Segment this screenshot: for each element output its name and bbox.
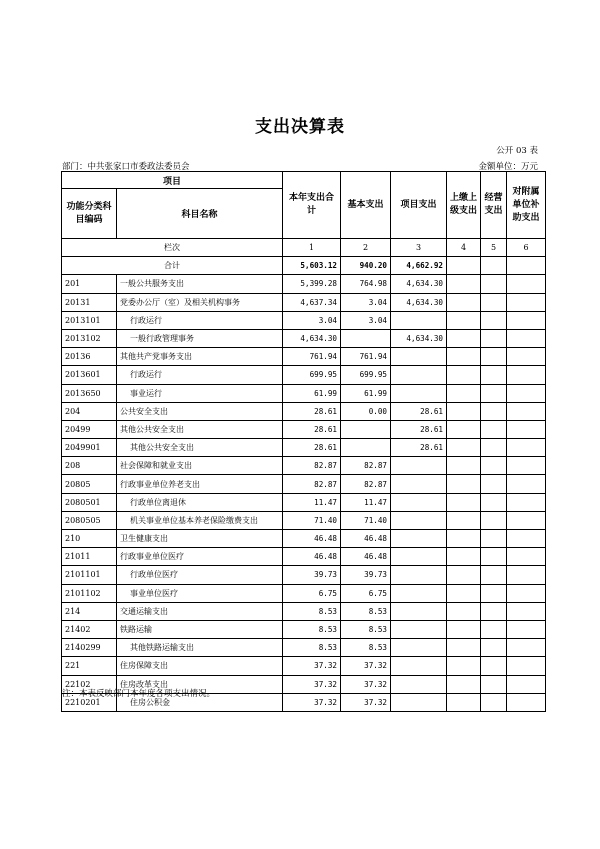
row-upper xyxy=(447,657,481,675)
row-name: 交通运输支出 xyxy=(117,602,283,620)
row-code: 2210201 xyxy=(62,693,117,711)
row-business xyxy=(481,311,507,329)
header-subsidy: 对附属单位补助支出 xyxy=(507,172,546,239)
row-name: 住房保障支出 xyxy=(117,657,283,675)
header-project: 项目 xyxy=(62,172,283,189)
row-project: 28.61 xyxy=(391,420,447,438)
row-code: 208 xyxy=(62,457,117,475)
row-name: 卫生健康支出 xyxy=(117,530,283,548)
table-row xyxy=(62,457,546,475)
row-total: 4,634.30 xyxy=(283,329,341,347)
row-subsidy xyxy=(507,311,546,329)
row-name: 行政单位医疗 xyxy=(117,566,283,584)
table-row xyxy=(62,348,546,366)
row-basic: 37.32 xyxy=(341,693,391,711)
table-row xyxy=(62,566,546,584)
row-basic: 39.73 xyxy=(341,566,391,584)
row-code: 2080501 xyxy=(62,493,117,511)
row-subsidy xyxy=(507,657,546,675)
row-subsidy xyxy=(507,457,546,475)
row-name: 其他公共安全支出 xyxy=(117,420,283,438)
row-total: 37.32 xyxy=(283,675,341,693)
row-basic: 761.94 xyxy=(341,348,391,366)
header-func-code: 功能分类科目编码 xyxy=(62,189,117,239)
row-subsidy xyxy=(507,402,546,420)
row-project xyxy=(391,602,447,620)
colnum-4: 4 xyxy=(447,239,481,257)
row-subsidy xyxy=(507,511,546,529)
row-code: 20805 xyxy=(62,475,117,493)
row-name: 事业运行 xyxy=(117,384,283,402)
row-basic xyxy=(341,439,391,457)
total-row-total: 5,603.12 xyxy=(283,257,341,275)
row-basic: 3.04 xyxy=(341,293,391,311)
total-row-business xyxy=(481,257,507,275)
row-project xyxy=(391,639,447,657)
row-code: 2013101 xyxy=(62,311,117,329)
row-name: 其他铁路运输支出 xyxy=(117,639,283,657)
row-project xyxy=(391,675,447,693)
table-row xyxy=(62,584,546,602)
table-row xyxy=(62,602,546,620)
row-upper xyxy=(447,420,481,438)
row-subsidy xyxy=(507,675,546,693)
form-code: 公开 03 表 xyxy=(496,146,538,156)
row-upper xyxy=(447,602,481,620)
header-subject-name: 科目名称 xyxy=(117,189,283,239)
row-name: 一般行政管理事务 xyxy=(117,329,283,347)
row-business xyxy=(481,602,507,620)
header-basic: 基本支出 xyxy=(341,172,391,239)
row-total: 37.32 xyxy=(283,657,341,675)
row-business xyxy=(481,366,507,384)
row-subsidy xyxy=(507,420,546,438)
row-upper xyxy=(447,311,481,329)
row-upper xyxy=(447,384,481,402)
row-total: 761.94 xyxy=(283,348,341,366)
row-business xyxy=(481,639,507,657)
row-name: 行政事业单位医疗 xyxy=(117,548,283,566)
row-project xyxy=(391,457,447,475)
row-business xyxy=(481,584,507,602)
row-basic: 764.98 xyxy=(341,275,391,293)
row-project: 28.61 xyxy=(391,402,447,420)
row-basic: 82.87 xyxy=(341,457,391,475)
colnum-6: 6 xyxy=(507,239,546,257)
row-upper xyxy=(447,693,481,711)
row-subsidy xyxy=(507,530,546,548)
row-project xyxy=(391,566,447,584)
row-upper xyxy=(447,675,481,693)
header-upper: 上缴上级支出 xyxy=(447,172,481,239)
row-upper xyxy=(447,293,481,311)
row-business xyxy=(481,293,507,311)
row-business xyxy=(481,675,507,693)
row-subsidy xyxy=(507,366,546,384)
row-code: 2013601 xyxy=(62,366,117,384)
table-row xyxy=(62,366,546,384)
row-upper xyxy=(447,530,481,548)
row-subsidy xyxy=(507,493,546,511)
row-total: 3.04 xyxy=(283,311,341,329)
row-code: 20136 xyxy=(62,348,117,366)
row-basic: 11.47 xyxy=(341,493,391,511)
row-basic: 8.53 xyxy=(341,602,391,620)
row-total: 28.61 xyxy=(283,402,341,420)
table-row xyxy=(62,620,546,638)
row-basic: 37.32 xyxy=(341,675,391,693)
row-upper xyxy=(447,366,481,384)
row-code: 214 xyxy=(62,602,117,620)
row-upper xyxy=(447,566,481,584)
row-name: 其他公共安全支出 xyxy=(117,439,283,457)
row-upper xyxy=(447,475,481,493)
row-name: 行政运行 xyxy=(117,366,283,384)
row-subsidy xyxy=(507,584,546,602)
table-row xyxy=(62,384,546,402)
row-name: 行政事业单位养老支出 xyxy=(117,475,283,493)
row-project xyxy=(391,657,447,675)
row-upper xyxy=(447,548,481,566)
row-total: 39.73 xyxy=(283,566,341,584)
table-row xyxy=(62,530,546,548)
row-project: 4,634.30 xyxy=(391,329,447,347)
table-row xyxy=(62,511,546,529)
row-code: 210 xyxy=(62,530,117,548)
row-upper xyxy=(447,584,481,602)
row-subsidy xyxy=(507,602,546,620)
row-subsidy xyxy=(507,439,546,457)
row-total: 82.87 xyxy=(283,457,341,475)
row-business xyxy=(481,620,507,638)
row-project xyxy=(391,530,447,548)
row-code: 22102 xyxy=(62,675,117,693)
row-upper xyxy=(447,457,481,475)
row-code: 221 xyxy=(62,657,117,675)
row-total: 6.75 xyxy=(283,584,341,602)
row-name: 行政运行 xyxy=(117,311,283,329)
row-basic xyxy=(341,329,391,347)
row-total: 8.53 xyxy=(283,602,341,620)
row-code: 20131 xyxy=(62,293,117,311)
table-row xyxy=(62,493,546,511)
row-total: 46.48 xyxy=(283,530,341,548)
row-basic xyxy=(341,420,391,438)
expenditure-table xyxy=(61,171,546,712)
page-title: 支出决算表 xyxy=(255,117,345,137)
row-upper xyxy=(447,620,481,638)
colnum-1: 1 xyxy=(283,239,341,257)
row-project xyxy=(391,493,447,511)
row-total: 82.87 xyxy=(283,475,341,493)
row-code: 201 xyxy=(62,275,117,293)
row-code: 2101101 xyxy=(62,566,117,584)
row-total: 699.95 xyxy=(283,366,341,384)
total-row-upper xyxy=(447,257,481,275)
row-total: 8.53 xyxy=(283,639,341,657)
row-project: 4,634.30 xyxy=(391,275,447,293)
table-row xyxy=(62,402,546,420)
row-basic: 6.75 xyxy=(341,584,391,602)
row-subsidy xyxy=(507,639,546,657)
row-upper xyxy=(447,639,481,657)
row-basic: 3.04 xyxy=(341,311,391,329)
table-row xyxy=(62,475,546,493)
row-subsidy xyxy=(507,566,546,584)
row-business xyxy=(481,348,507,366)
row-subsidy xyxy=(507,548,546,566)
row-business xyxy=(481,548,507,566)
row-project: 4,634.30 xyxy=(391,293,447,311)
row-project: 28.61 xyxy=(391,439,447,457)
row-subsidy xyxy=(507,348,546,366)
row-code: 2101102 xyxy=(62,584,117,602)
row-total: 61.99 xyxy=(283,384,341,402)
table-row xyxy=(62,657,546,675)
row-total: 71.40 xyxy=(283,511,341,529)
row-upper xyxy=(447,329,481,347)
row-project xyxy=(391,348,447,366)
row-business xyxy=(481,566,507,584)
row-code: 2013650 xyxy=(62,384,117,402)
row-project xyxy=(391,366,447,384)
row-upper xyxy=(447,439,481,457)
table-row xyxy=(62,275,546,293)
row-business xyxy=(481,329,507,347)
row-name: 住房改革支出 xyxy=(117,675,283,693)
row-project xyxy=(391,584,447,602)
row-upper xyxy=(447,511,481,529)
row-business xyxy=(481,511,507,529)
row-business xyxy=(481,493,507,511)
row-business xyxy=(481,275,507,293)
row-subsidy xyxy=(507,329,546,347)
row-basic: 8.53 xyxy=(341,620,391,638)
row-total: 28.61 xyxy=(283,420,341,438)
row-project xyxy=(391,311,447,329)
row-total: 46.48 xyxy=(283,548,341,566)
row-name: 事业单位医疗 xyxy=(117,584,283,602)
row-code: 20499 xyxy=(62,420,117,438)
row-basic: 71.40 xyxy=(341,511,391,529)
table-row xyxy=(62,639,546,657)
row-project xyxy=(391,511,447,529)
row-project xyxy=(391,620,447,638)
row-name: 行政单位离退休 xyxy=(117,493,283,511)
table-row xyxy=(62,311,546,329)
colnum-3: 3 xyxy=(391,239,447,257)
colnum-5: 5 xyxy=(481,239,507,257)
table-row xyxy=(62,420,546,438)
row-subsidy xyxy=(507,293,546,311)
total-row-subsidy xyxy=(507,257,546,275)
row-business xyxy=(481,420,507,438)
row-business xyxy=(481,475,507,493)
header-project-exp: 项目支出 xyxy=(391,172,447,239)
row-business xyxy=(481,530,507,548)
total-row-project: 4,662.92 xyxy=(391,257,447,275)
row-project xyxy=(391,693,447,711)
row-code: 2013102 xyxy=(62,329,117,347)
total-row-label: 合计 xyxy=(62,257,283,275)
row-upper xyxy=(447,275,481,293)
row-basic: 8.53 xyxy=(341,639,391,657)
row-total: 5,399.28 xyxy=(283,275,341,293)
row-name: 党委办公厅（室）及相关机构事务 xyxy=(117,293,283,311)
row-basic: 61.99 xyxy=(341,384,391,402)
row-basic: 37.32 xyxy=(341,657,391,675)
row-code: 204 xyxy=(62,402,117,420)
row-name: 铁路运输 xyxy=(117,620,283,638)
row-project xyxy=(391,475,447,493)
row-subsidy xyxy=(507,384,546,402)
colnum-label: 栏次 xyxy=(62,239,283,257)
unit-label: 金额单位：万元 xyxy=(478,162,538,172)
row-basic: 46.48 xyxy=(341,530,391,548)
row-total: 8.53 xyxy=(283,620,341,638)
row-total: 11.47 xyxy=(283,493,341,511)
row-upper xyxy=(447,402,481,420)
row-code: 2080505 xyxy=(62,511,117,529)
row-upper xyxy=(447,348,481,366)
header-business: 经营支出 xyxy=(481,172,507,239)
footnote: 注：本表反映部门本年度各项支出情况。 xyxy=(62,689,216,699)
row-upper xyxy=(447,493,481,511)
row-name: 公共安全支出 xyxy=(117,402,283,420)
row-subsidy xyxy=(507,693,546,711)
row-name: 机关事业单位基本养老保险缴费支出 xyxy=(117,511,283,529)
row-business xyxy=(481,384,507,402)
row-name: 一般公共服务支出 xyxy=(117,275,283,293)
row-name: 住房公积金 xyxy=(117,693,283,711)
row-basic: 699.95 xyxy=(341,366,391,384)
table-row xyxy=(62,439,546,457)
row-code: 21402 xyxy=(62,620,117,638)
row-name: 其他共产党事务支出 xyxy=(117,348,283,366)
total-row-basic: 940.20 xyxy=(341,257,391,275)
row-name: 社会保障和就业支出 xyxy=(117,457,283,475)
row-total: 4,637.34 xyxy=(283,293,341,311)
row-subsidy xyxy=(507,620,546,638)
row-total: 28.61 xyxy=(283,439,341,457)
row-project xyxy=(391,384,447,402)
table-row xyxy=(62,293,546,311)
row-business xyxy=(481,693,507,711)
header-total: 本年支出合计 xyxy=(283,172,341,239)
department-label: 部门：中共张家口市委政法委员会 xyxy=(62,162,190,172)
row-code: 2140299 xyxy=(62,639,117,657)
row-business xyxy=(481,439,507,457)
row-subsidy xyxy=(507,475,546,493)
row-basic: 46.48 xyxy=(341,548,391,566)
row-subsidy xyxy=(507,275,546,293)
row-basic: 82.87 xyxy=(341,475,391,493)
colnum-2: 2 xyxy=(341,239,391,257)
row-project xyxy=(391,548,447,566)
table-row xyxy=(62,329,546,347)
row-code: 2049901 xyxy=(62,439,117,457)
row-code: 21011 xyxy=(62,548,117,566)
row-business xyxy=(481,657,507,675)
row-basic: 0.00 xyxy=(341,402,391,420)
table-row xyxy=(62,548,546,566)
row-business xyxy=(481,457,507,475)
row-total: 37.32 xyxy=(283,693,341,711)
row-business xyxy=(481,402,507,420)
